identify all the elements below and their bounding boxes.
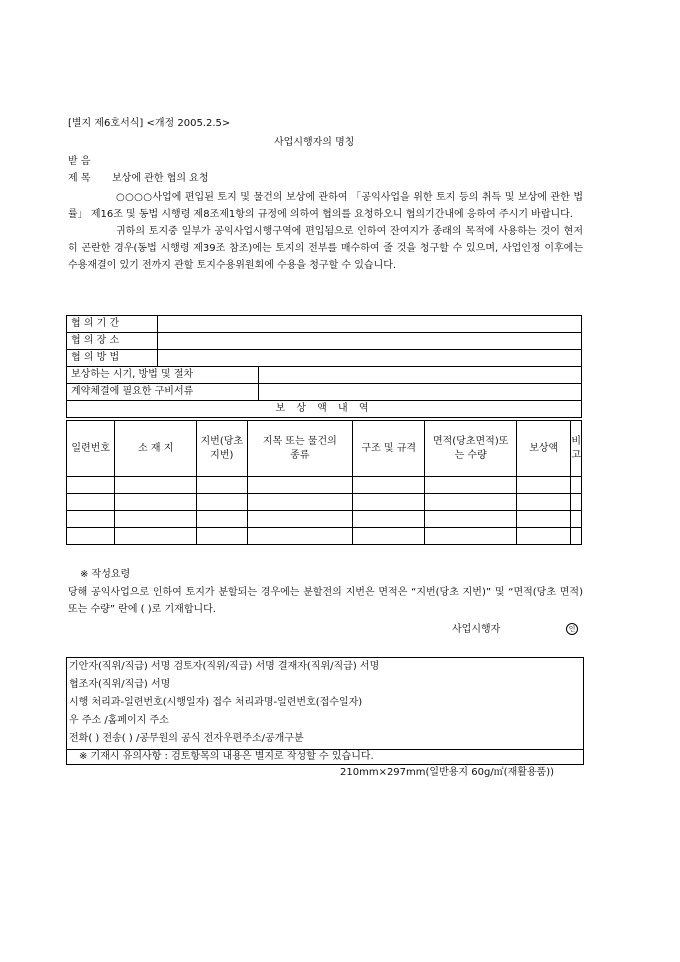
place-label: 협 의 장 소 bbox=[67, 333, 158, 350]
footer-line-2: 협조자(직위/직급) 서명 bbox=[69, 679, 171, 690]
cell bbox=[571, 511, 582, 528]
body-paragraphs bbox=[68, 189, 583, 274]
col-remarks: 비고 bbox=[571, 421, 582, 477]
cell bbox=[247, 477, 353, 494]
cell bbox=[517, 511, 571, 528]
notes-heading: ※ 작성요령 bbox=[80, 569, 131, 580]
subject-text: 보상에 관한 협의 요청 bbox=[112, 173, 209, 184]
footer-line-3: 시행 처리과-일련번호(시행일자) 접수 처리과명-일련번호(접수일자) bbox=[69, 697, 363, 708]
timing-label: 보상하는 시기, 방법 및 절차 bbox=[67, 367, 259, 384]
cell bbox=[571, 528, 582, 545]
period-label: 협 의 기 간 bbox=[67, 316, 158, 333]
place-value bbox=[158, 333, 582, 350]
cell bbox=[67, 528, 115, 545]
footer-line-4: 우 주소 /홈페이지 주소 bbox=[69, 715, 169, 726]
cell bbox=[353, 528, 425, 545]
cell bbox=[425, 477, 517, 494]
cell bbox=[247, 494, 353, 511]
cell bbox=[425, 511, 517, 528]
paper-spec: 210mm×297mm(일반용지 60g/㎡(재활용품)) bbox=[340, 767, 555, 778]
cell bbox=[115, 494, 197, 511]
compensation-table bbox=[66, 420, 582, 545]
method-value bbox=[158, 350, 582, 367]
table-row bbox=[67, 511, 582, 528]
col-area: 면적(당초면적)또는 수량 bbox=[425, 421, 517, 477]
signer-label: 사업시행자 bbox=[452, 624, 501, 635]
col-structure: 구조 및 규격 bbox=[353, 421, 425, 477]
table-row bbox=[67, 477, 582, 494]
paragraph-2: 귀하의 토지중 일부가 공익사업시행구역에 편입됨으로 인하여 잔여지가 종래의 목적에 사용하는 것이 현저히 곤란한 경우(동법 시행령 제39조 참조)에는 토지의 전부를 매수하여 줄 것을 청구할 수 있으며, 사업인정 이후에는 수용재결이 있기 전까지 관할 토지수용위원회에 수용을 청구할 수 있습니다. bbox=[68, 226, 583, 271]
footer-line-1: 기안자(직위/직급) 서명 검토자(직위/직급) 서명 결재자(직위/직급) 서명 bbox=[69, 661, 380, 672]
compensation-section-title: 보 상 액 내 역 bbox=[67, 401, 582, 418]
cell bbox=[197, 511, 247, 528]
cell bbox=[67, 477, 115, 494]
cell bbox=[67, 511, 115, 528]
cell bbox=[571, 494, 582, 511]
paragraph-1: ○○○○사업에 편입된 토지 및 물건의 보상에 관하여 「공익사업을 위한 토지 등의 취득 및 보상에 관한 법률」 제16조 및 동법 시행령 제8조제1항의 규정에 의하여 협의를 요청하오니 협의기간내에 응하여 주시기 바랍니다. bbox=[68, 192, 583, 220]
cell bbox=[197, 494, 247, 511]
documents-value bbox=[259, 384, 582, 401]
recipient-label: 받 음 bbox=[68, 156, 91, 167]
form-number: [별지 제6호서식] <개정 2005.2.5> bbox=[68, 118, 231, 129]
cell bbox=[353, 477, 425, 494]
footer-line-5: 전화( ) 전송( ) /공무원의 공식 전자우편주소/공개구분 bbox=[69, 733, 304, 744]
method-label: 협 의 방 법 bbox=[67, 350, 158, 367]
seal-mark bbox=[566, 623, 578, 637]
cell bbox=[197, 477, 247, 494]
col-amount: 보상액 bbox=[517, 421, 571, 477]
cell bbox=[425, 528, 517, 545]
col-category: 지목 또는 물건의 종류 bbox=[247, 421, 353, 477]
approval-box bbox=[66, 657, 584, 765]
notes-text: 당해 공익사업으로 인하여 토지가 분할되는 경우에는 분할전의 지번은 면적은 “지번(당초 지번)” 및 “면적(당초 면적) 또는 수량” 란에 ( )로 기재합니다. bbox=[68, 587, 583, 615]
cell bbox=[115, 528, 197, 545]
table-row bbox=[67, 528, 582, 545]
cell bbox=[353, 494, 425, 511]
table-row bbox=[67, 494, 582, 511]
col-lot: 지번(당초지번) bbox=[197, 421, 247, 477]
cell bbox=[517, 528, 571, 545]
cell bbox=[353, 511, 425, 528]
page-title: 사업시행자의 명칭 bbox=[274, 137, 355, 148]
cell bbox=[115, 477, 197, 494]
col-location: 소 재 지 bbox=[115, 421, 197, 477]
timing-value bbox=[259, 367, 582, 384]
seal-icon: 인 bbox=[566, 623, 578, 635]
cell bbox=[67, 494, 115, 511]
cell bbox=[197, 528, 247, 545]
consultation-info-table bbox=[66, 315, 582, 418]
cell bbox=[425, 494, 517, 511]
footer-line-6: ※ 기재시 유의사항 : 검토항목의 내용은 별지로 작성할 수 있습니다. bbox=[79, 751, 374, 762]
cell bbox=[247, 511, 353, 528]
col-serial: 일련번호 bbox=[67, 421, 115, 477]
cell bbox=[571, 477, 582, 494]
cell bbox=[517, 477, 571, 494]
period-value bbox=[158, 316, 582, 333]
cell bbox=[247, 528, 353, 545]
documents-label: 계약체결에 필요한 구비서류 bbox=[67, 384, 259, 401]
cell bbox=[115, 511, 197, 528]
cell bbox=[517, 494, 571, 511]
subject-label: 제 목 bbox=[68, 173, 91, 184]
